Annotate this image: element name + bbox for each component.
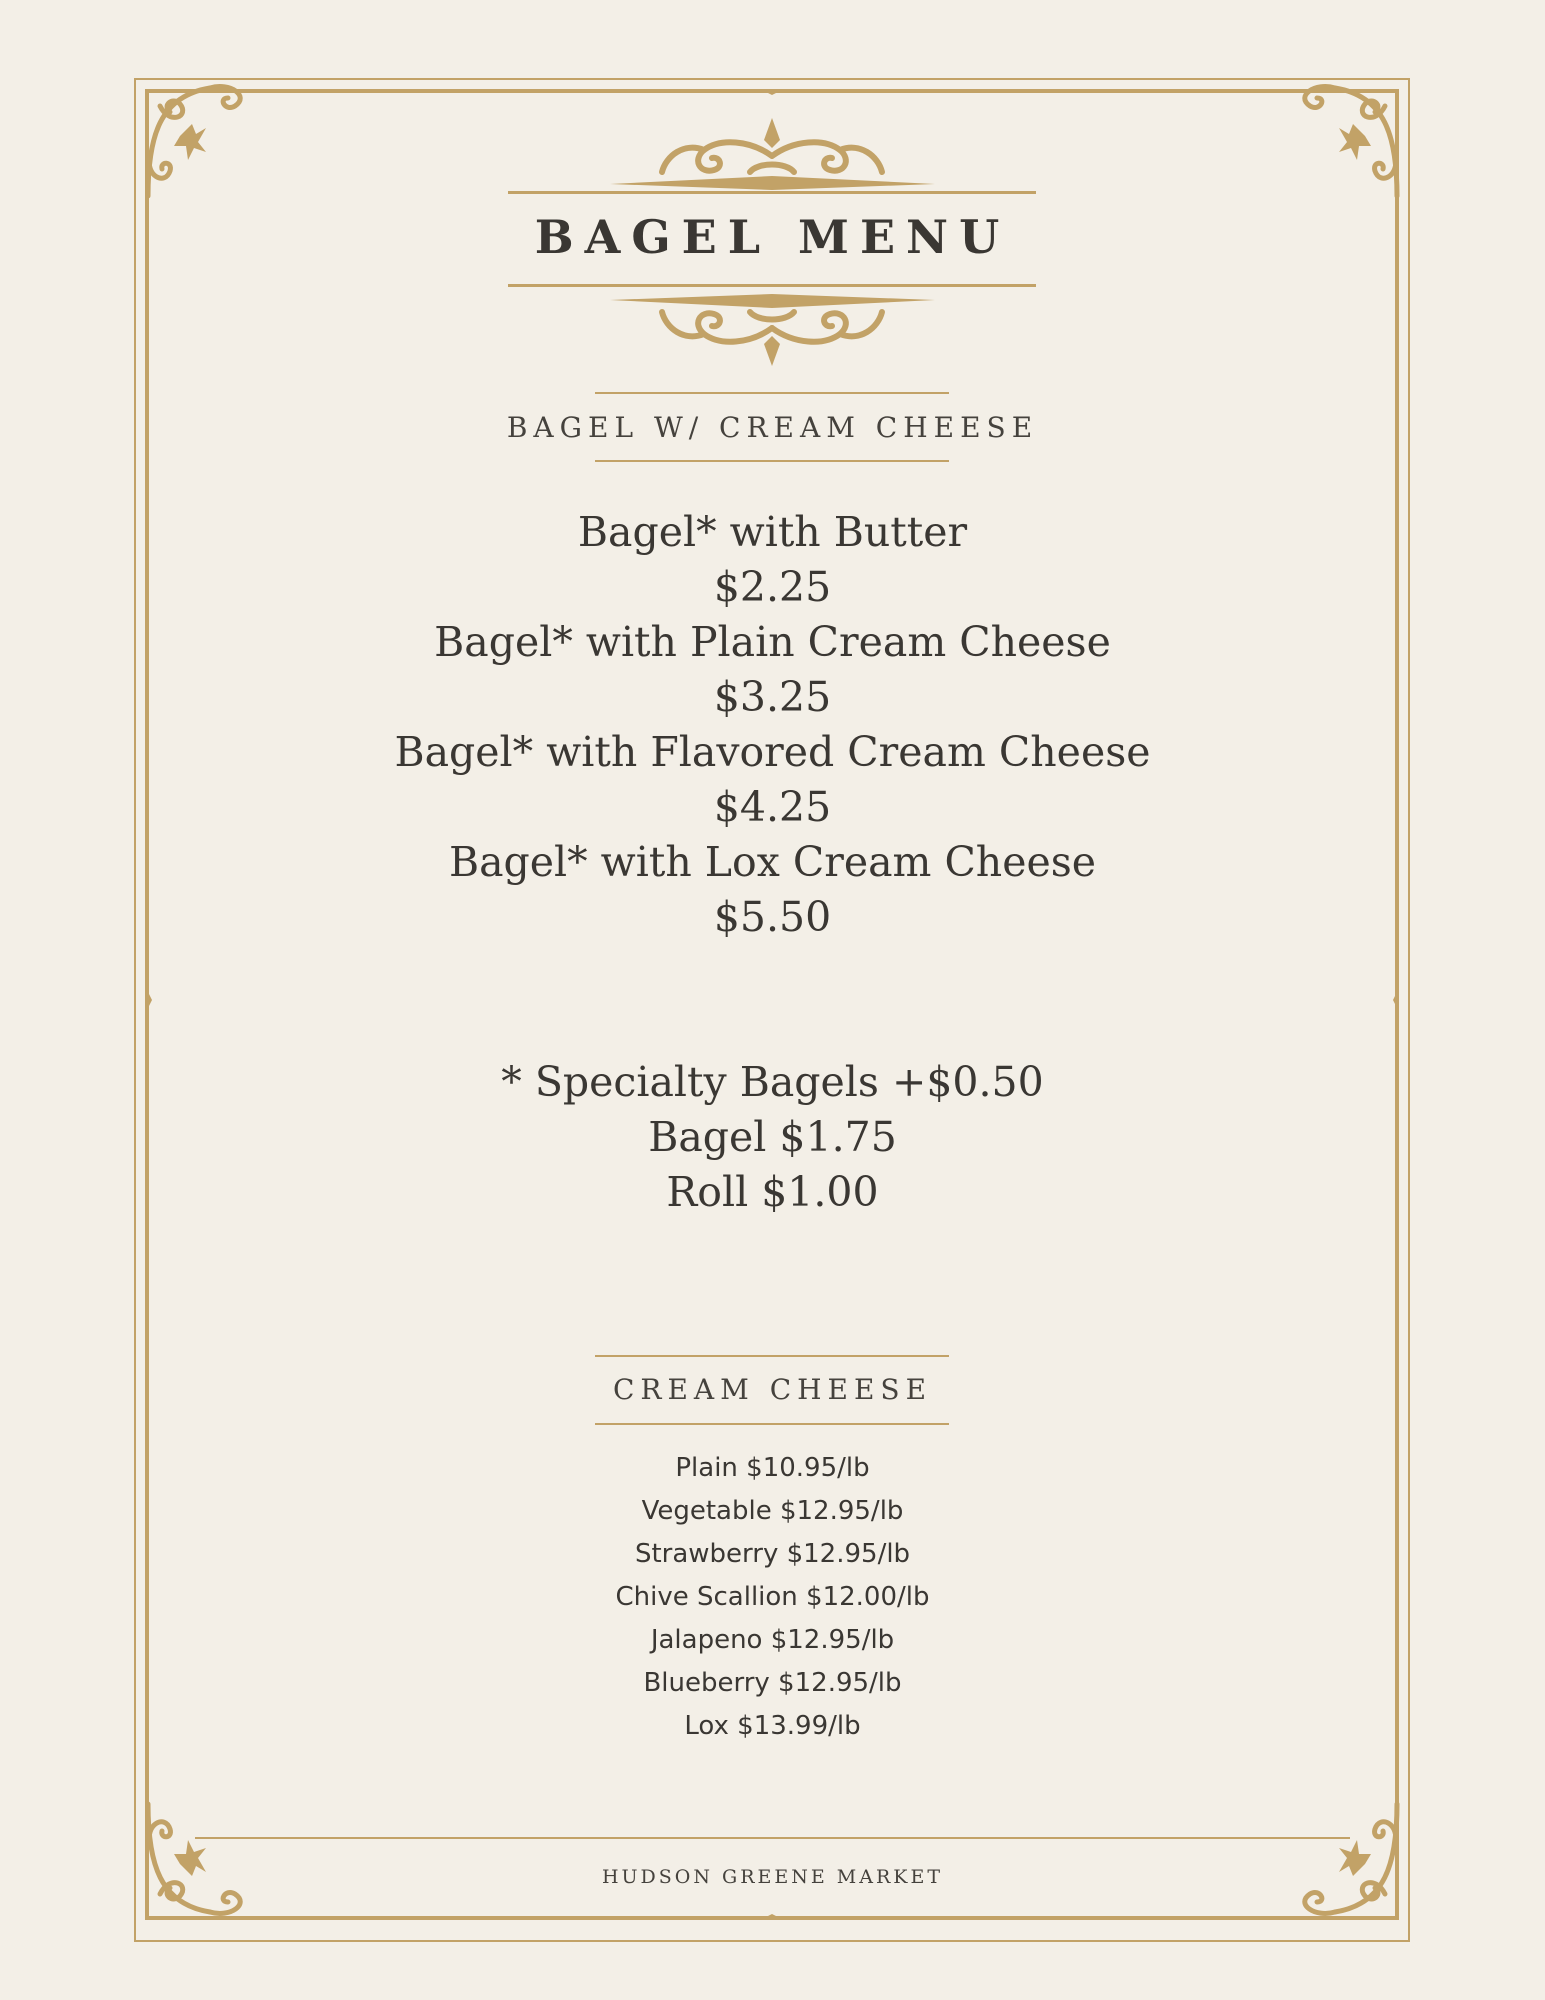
cream-cheese-item: Jalapeno $12.95/lb (650, 1625, 895, 1655)
cream-cheese-item: Strawberry $12.95/lb (634, 1539, 911, 1569)
frame-notch-icon (142, 988, 156, 1012)
corner-flourish-icon (1275, 1794, 1405, 1924)
corner-flourish-icon (1275, 76, 1405, 206)
footer-store-name: HUDSON GREENE MARKET (601, 1866, 944, 1888)
title-rule-top (508, 191, 1036, 194)
ornament-top-icon (600, 112, 945, 202)
menu-item-name: Bagel* with Butter (577, 508, 968, 556)
section-rule (595, 392, 949, 394)
bagel-item-list (0, 505, 1545, 945)
menu-item-name: Bagel* with Lox Cream Cheese (448, 838, 1097, 886)
note-line: Bagel $1.75 (648, 1113, 897, 1161)
ornament-bottom-icon (600, 282, 945, 372)
section-rule (595, 1355, 949, 1357)
cream-cheese-list (0, 1447, 1545, 1748)
menu-item-name: Bagel* with Flavored Cream Cheese (394, 728, 1151, 776)
footer-rule (195, 1837, 1350, 1839)
cream-cheese-item: Lox $13.99/lb (684, 1711, 861, 1741)
notes-list (0, 1055, 1545, 1220)
menu-item-name: Bagel* with Plain Cream Cheese (434, 618, 1111, 666)
note-line: Roll $1.00 (666, 1168, 879, 1216)
frame-notch-icon (1389, 988, 1403, 1012)
cream-cheese-item: Chive Scallion $12.00/lb (615, 1582, 930, 1612)
menu-item-price: $5.50 (713, 893, 832, 941)
cream-cheese-item: Plain $10.95/lb (675, 1453, 870, 1483)
section-rule (595, 1423, 949, 1425)
cream-cheese-item: Vegetable $12.95/lb (641, 1496, 904, 1526)
note-line: * Specialty Bagels +$0.50 (501, 1058, 1044, 1106)
section-rule (595, 460, 949, 462)
section-title-bagels: BAGEL W/ CREAM CHEESE (506, 411, 1039, 444)
section-title-cream-cheese: CREAM CHEESE (612, 1373, 933, 1406)
cream-cheese-item: Blueberry $12.95/lb (643, 1668, 902, 1698)
frame-notch-icon (760, 85, 784, 97)
corner-flourish-icon (140, 76, 270, 206)
menu-item-price: $2.25 (713, 563, 832, 611)
menu-item-price: $4.25 (713, 783, 832, 831)
corner-flourish-icon (140, 1794, 270, 1924)
frame-notch-icon (760, 1912, 784, 1924)
page-title: BAGEL MENU (534, 210, 1011, 264)
menu-item-price: $3.25 (713, 673, 832, 721)
